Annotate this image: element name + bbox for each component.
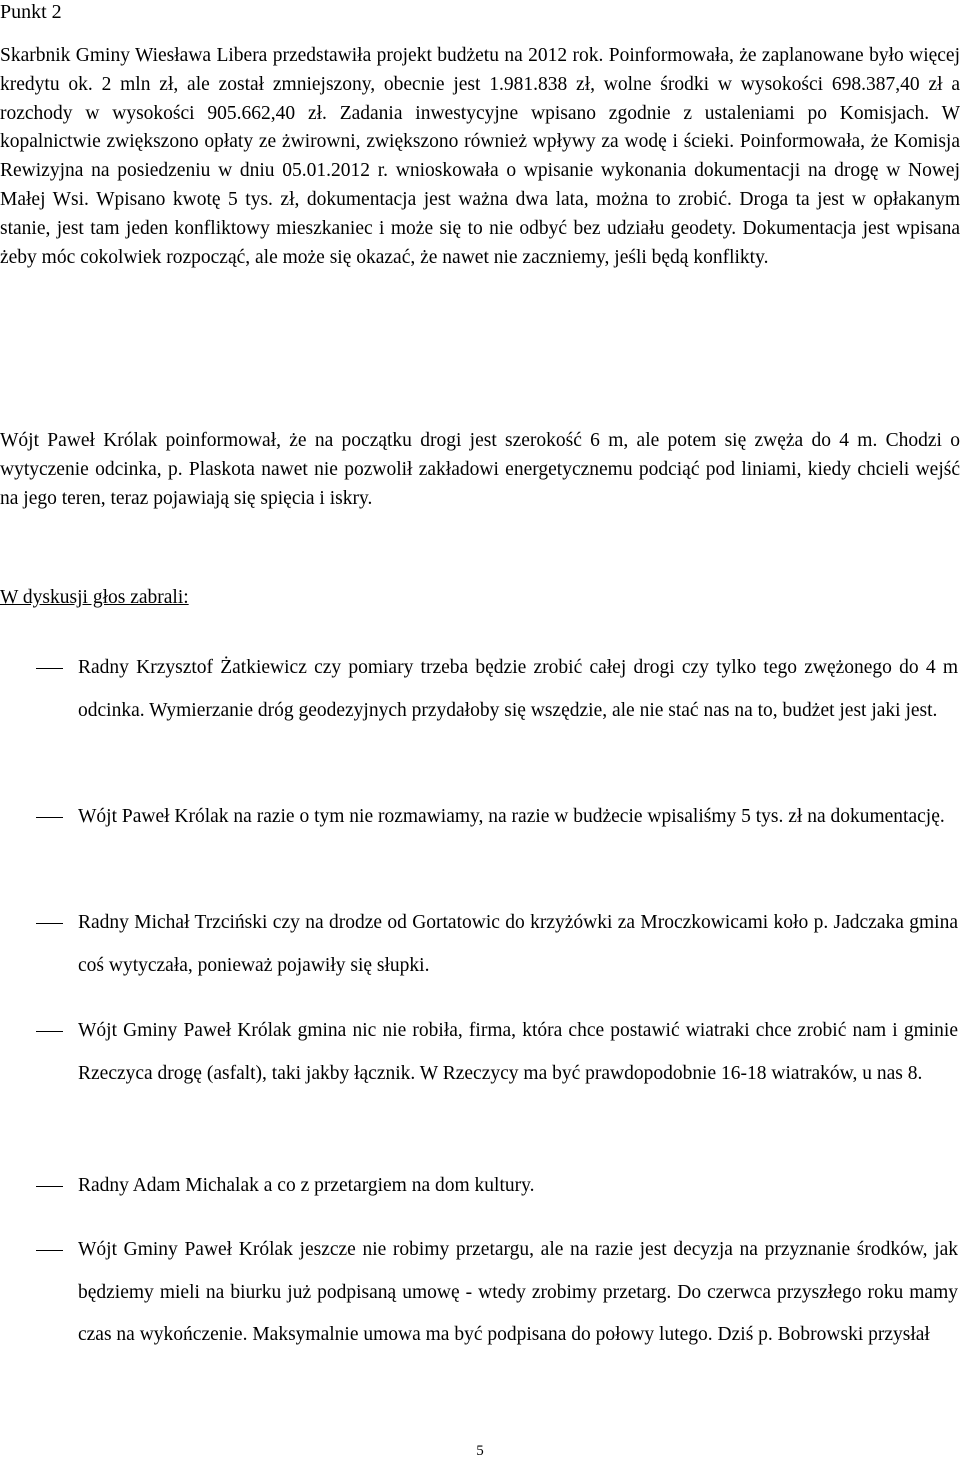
dash-bullet-icon (36, 1186, 63, 1187)
list-item-text: Wójt Gminy Paweł Królak gmina nic nie robiła, firma, która chce postawić wiatraki chce zrobić nam i gminie Rzeczyca drogę (asfalt), taki jakby łącznik. W Rzeczycy ma być prawdopodobnie 16-18 wiatraków, u nas 8. (78, 1020, 958, 1084)
list-item-text: Wójt Paweł Królak na razie o tym nie rozmawiamy, na razie w budżecie wpisaliśmy 5 tys. zł na dokumentację. (78, 806, 945, 827)
list-item-text: Wójt Gminy Paweł Królak jeszcze nie robimy przetargu, ale na razie jest decyzja na przyznanie środków, jak będziemy mieli na biurku już podpisaną umowę - wtedy zrobimy przetarg. Do czerwca przyszłego roku mamy czas na wykończenie. Maksymalnie umowa ma być podpisana do połowy lutego. Dziś p. Bobrowski przysłał (78, 1239, 958, 1345)
paragraph-wojt: Wójt Paweł Królak poinformował, że na początku drogi jest szerokość 6 m, ale potem się zwęża do 4 m. Chodzi o wytyczenie odcinka, p. Plaskota nawet nie pozwolił zakładowi energetycznemu podciąć pod liniami, kiedy chcieli wejść na jego teren, teraz pojawiają się spięcia i iskry. (0, 430, 960, 509)
discussion-title: W dyskusji głos zabrali: (0, 587, 189, 608)
dash-bullet-icon (36, 923, 63, 924)
paragraph-budget: Skarbnik Gminy Wiesława Libera przedstawiła projekt budżetu na 2012 rok. Poinformowała, że zaplanowane było więcej kredytu ok. 2 mln zł, ale został zmniejszony, obecnie jest 1.981.838 zł, wolne środki w wysokości 698.387,40 zł a rozchody w wysokości 905.662,40 zł. Zadania inwestycyjne wpisano zgodnie z ustaleniami po Komisjach. W kopalnictwie zwiększono opłaty ze żwirowni, zwiększono również wpływy za wodę i ścieki. Poinformowała, że Komisja Rewizyjna na posiedzeniu w dniu 05.01.2012 r. wnioskowała o wpisanie wykonania dokumentacji na drogę w Nowej Małej Wsi. Wpisano kwotę 5 tys. zł, dokumentacja jest ważna dwa lata, można to zrobić. Droga ta jest w opłakanym stanie, jest tam jeden konfliktowy mieszkaniec i może się to nie odbyć bez udziału geodety. Dokumentacja jest wpisana żeby móc cokolwiek rozpocząć, ale może się okazać, że nawet nie zaczniemy, jeśli będą konflikty. (0, 45, 960, 268)
section-heading: Punkt 2 (0, 1, 62, 23)
list-item-text: Radny Michał Trzciński czy na drodze od Gortatowic do krzyżówki za Mroczkowicami koło p. Jadczaka gmina coś wytyczała, ponieważ pojawiły się słupki. (78, 912, 958, 976)
dash-bullet-icon (36, 1250, 63, 1251)
list-item-text: Radny Krzysztof Żatkiewicz czy pomiary trzeba będzie zrobić całej drogi czy tylko tego zwężonego do 4 m odcinka. Wymierzanie dróg geodezyjnych przydałoby się wszędzie, ale nie stać nas na to, budżet jest jaki jest. (78, 657, 958, 721)
dash-bullet-icon (36, 1031, 63, 1032)
dash-bullet-icon (36, 668, 63, 669)
dash-bullet-icon (36, 817, 63, 818)
page-number: 5 (476, 1443, 484, 1459)
list-item-text: Radny Adam Michalak a co z przetargiem na dom kultury. (78, 1175, 535, 1196)
